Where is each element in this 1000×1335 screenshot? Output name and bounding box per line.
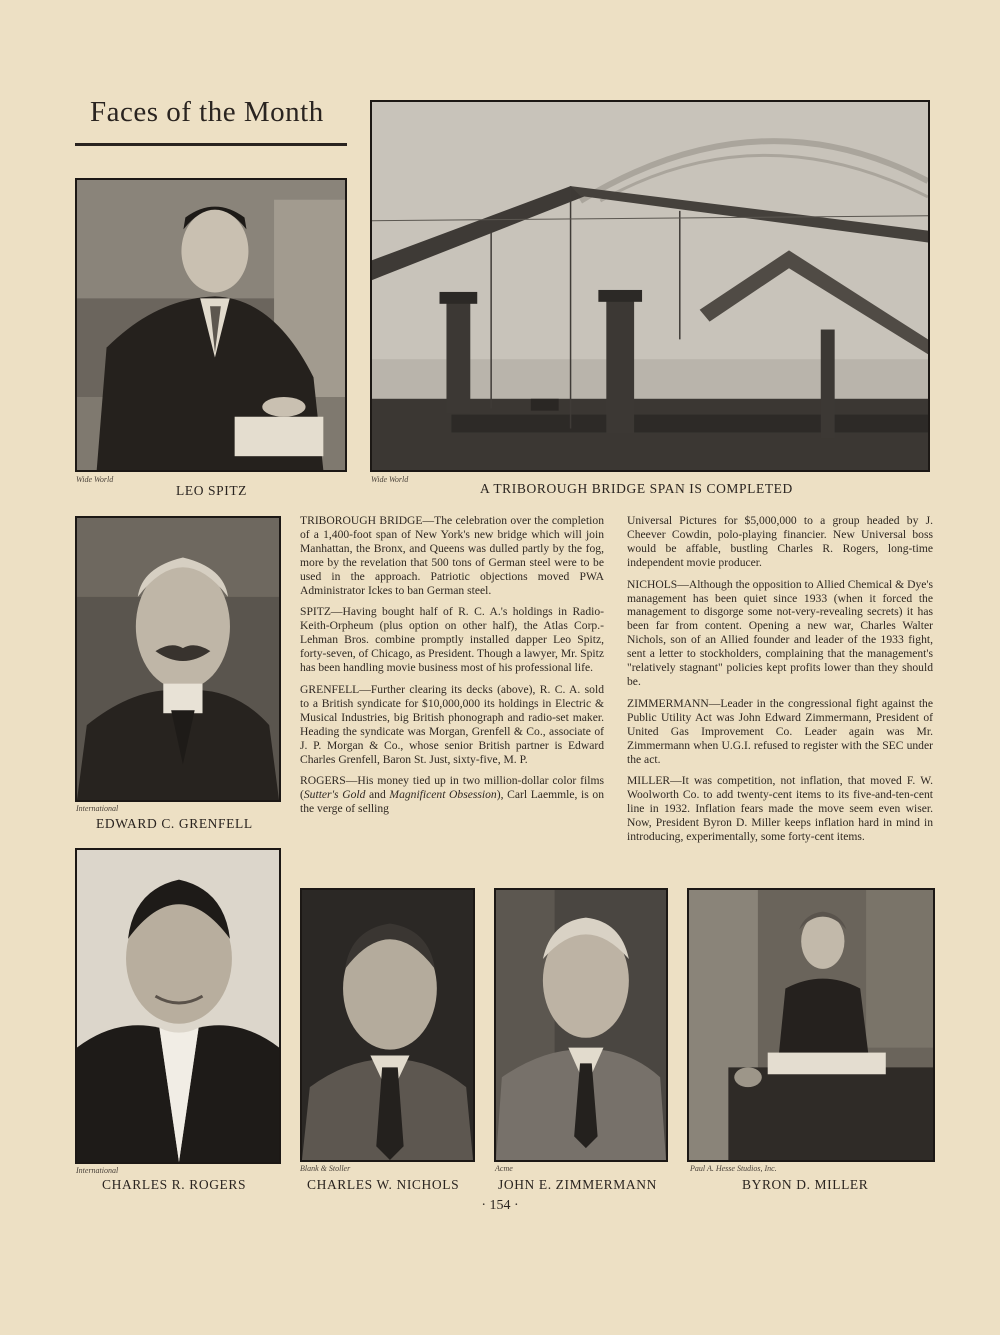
article-rogers-text: and (365, 788, 390, 802)
photo-credit: Wide World (76, 475, 114, 484)
film-title: Sutter's Gold (303, 788, 366, 802)
article-rogers (300, 774, 604, 816)
triborough-bridge-photo (370, 100, 930, 472)
article-miller: MILLER—It was competition, not inflation, that moved F. W. Woolworth Co. to add twenty-cent items to its five-and-ten-cent line in 1932. Inflation fears made the move seem even wiser. Now, President Byron D. Miller keeps inflation hard in mind in introducing, experimentally, some forty-cent items. (627, 774, 933, 844)
charles-nichols-photo (300, 888, 475, 1162)
byron-miller-photo (687, 888, 935, 1162)
photo-caption: CHARLES W. NICHOLS (307, 1177, 460, 1192)
article-rogers-text: ROGERS—His money tied up in two million-dollar color films ( (300, 774, 604, 802)
photo-caption: EDWARD C. GRENFELL (96, 816, 253, 831)
leo-spitz-photo (75, 178, 347, 472)
article-spitz: SPITZ—Having bought half of R. C. A.'s holdings in Radio-Keith-Orpheum (plus option on other half), the Atlas Corp.-Lehman Bros. combine promptly installed dapper Leo Spitz, forty-seven, of Chicago, as President. Though a lawyer, Mr. Spitz has been handling movie business most of his professional life. (300, 605, 604, 675)
article-column-2 (627, 514, 933, 852)
photo-caption: BYRON D. MILLER (742, 1177, 869, 1192)
photo-credit: Acme (495, 1164, 513, 1173)
photo-caption: A TRIBOROUGH BRIDGE SPAN IS COMPLETED (480, 481, 793, 496)
page-title: Faces of the Month (90, 96, 324, 128)
article-column-1 (300, 514, 604, 824)
article-zimmermann: ZIMMERMANN—Leader in the congressional fight against the Public Utility Act was John Edward Zimmermann, President of United Gas Improvement Co. Leader again was Mr. Zimmermann when U.G.I. refused to register with the SEC under the act. (627, 696, 933, 766)
photo-caption: JOHN E. ZIMMERMANN (498, 1177, 657, 1192)
photo-credit: International (76, 1166, 119, 1175)
title-rule (75, 143, 347, 146)
article-nichols: NICHOLS—Although the opposition to Allied Chemical & Dye's management has been quiet since 1933 (when it forced the management to disgorge some not-very-revealing secrets) it has been far from content. Opening a new war, Charles Walter Nichols, son of an Allied founder and leader of the 1933 fight, sent a letter to stockholders, complaining that the management's "relatively stagnant" policies kept profits lower than they should be. (627, 577, 933, 688)
photo-credit: International (76, 804, 119, 813)
photo-credit: Wide World (371, 475, 409, 484)
edward-grenfell-photo (75, 516, 281, 802)
photo-credit: Blank & Stoller (300, 1164, 351, 1173)
john-zimmermann-photo (494, 888, 668, 1162)
article-rogers-continued: Universal Pictures for $5,000,000 to a group headed by J. Cheever Cowdin, polo-playing financier. New Universal boss would be affable, bustling Charles R. Rogers, long-time independent movie producer. (627, 514, 933, 569)
film-title: Magnificent Obsession (389, 788, 497, 802)
photo-caption: CHARLES R. ROGERS (102, 1177, 247, 1192)
page-number: · 154 · (481, 1198, 519, 1213)
photo-credit: Paul A. Hesse Studios, Inc. (690, 1164, 777, 1173)
photo-caption: LEO SPITZ (176, 483, 248, 498)
article-grenfell: GRENFELL—Further clearing its decks (above), R. C. A. sold to a British syndicate for $10,000,000 its holdings in Electric & Musical Industries, big British phonograph and radio-set maker. Heading the syndicate was Morgan, Grenfell & Co., associate of J. P. Morgan & Co., whose senior British partner is Edward Charles Grenfell, Baron St. Just, sixty-five, M. P. (300, 682, 604, 766)
article-triborough: TRIBOROUGH BRIDGE—The celebration over the completion of a 1,400-foot span of New York's new bridge which will join Manhattan, the Bronx, and Queens was dulled partly by the fog, more by the revelation that 500 tons of German steel were to be used in the approach. Patriotic objections moved PWA Administrator Ickes to ban German steel. (300, 514, 604, 597)
charles-rogers-photo (75, 848, 281, 1164)
article-rogers-text: ), Carl Laemmle, is on the verge of selling (300, 788, 604, 816)
